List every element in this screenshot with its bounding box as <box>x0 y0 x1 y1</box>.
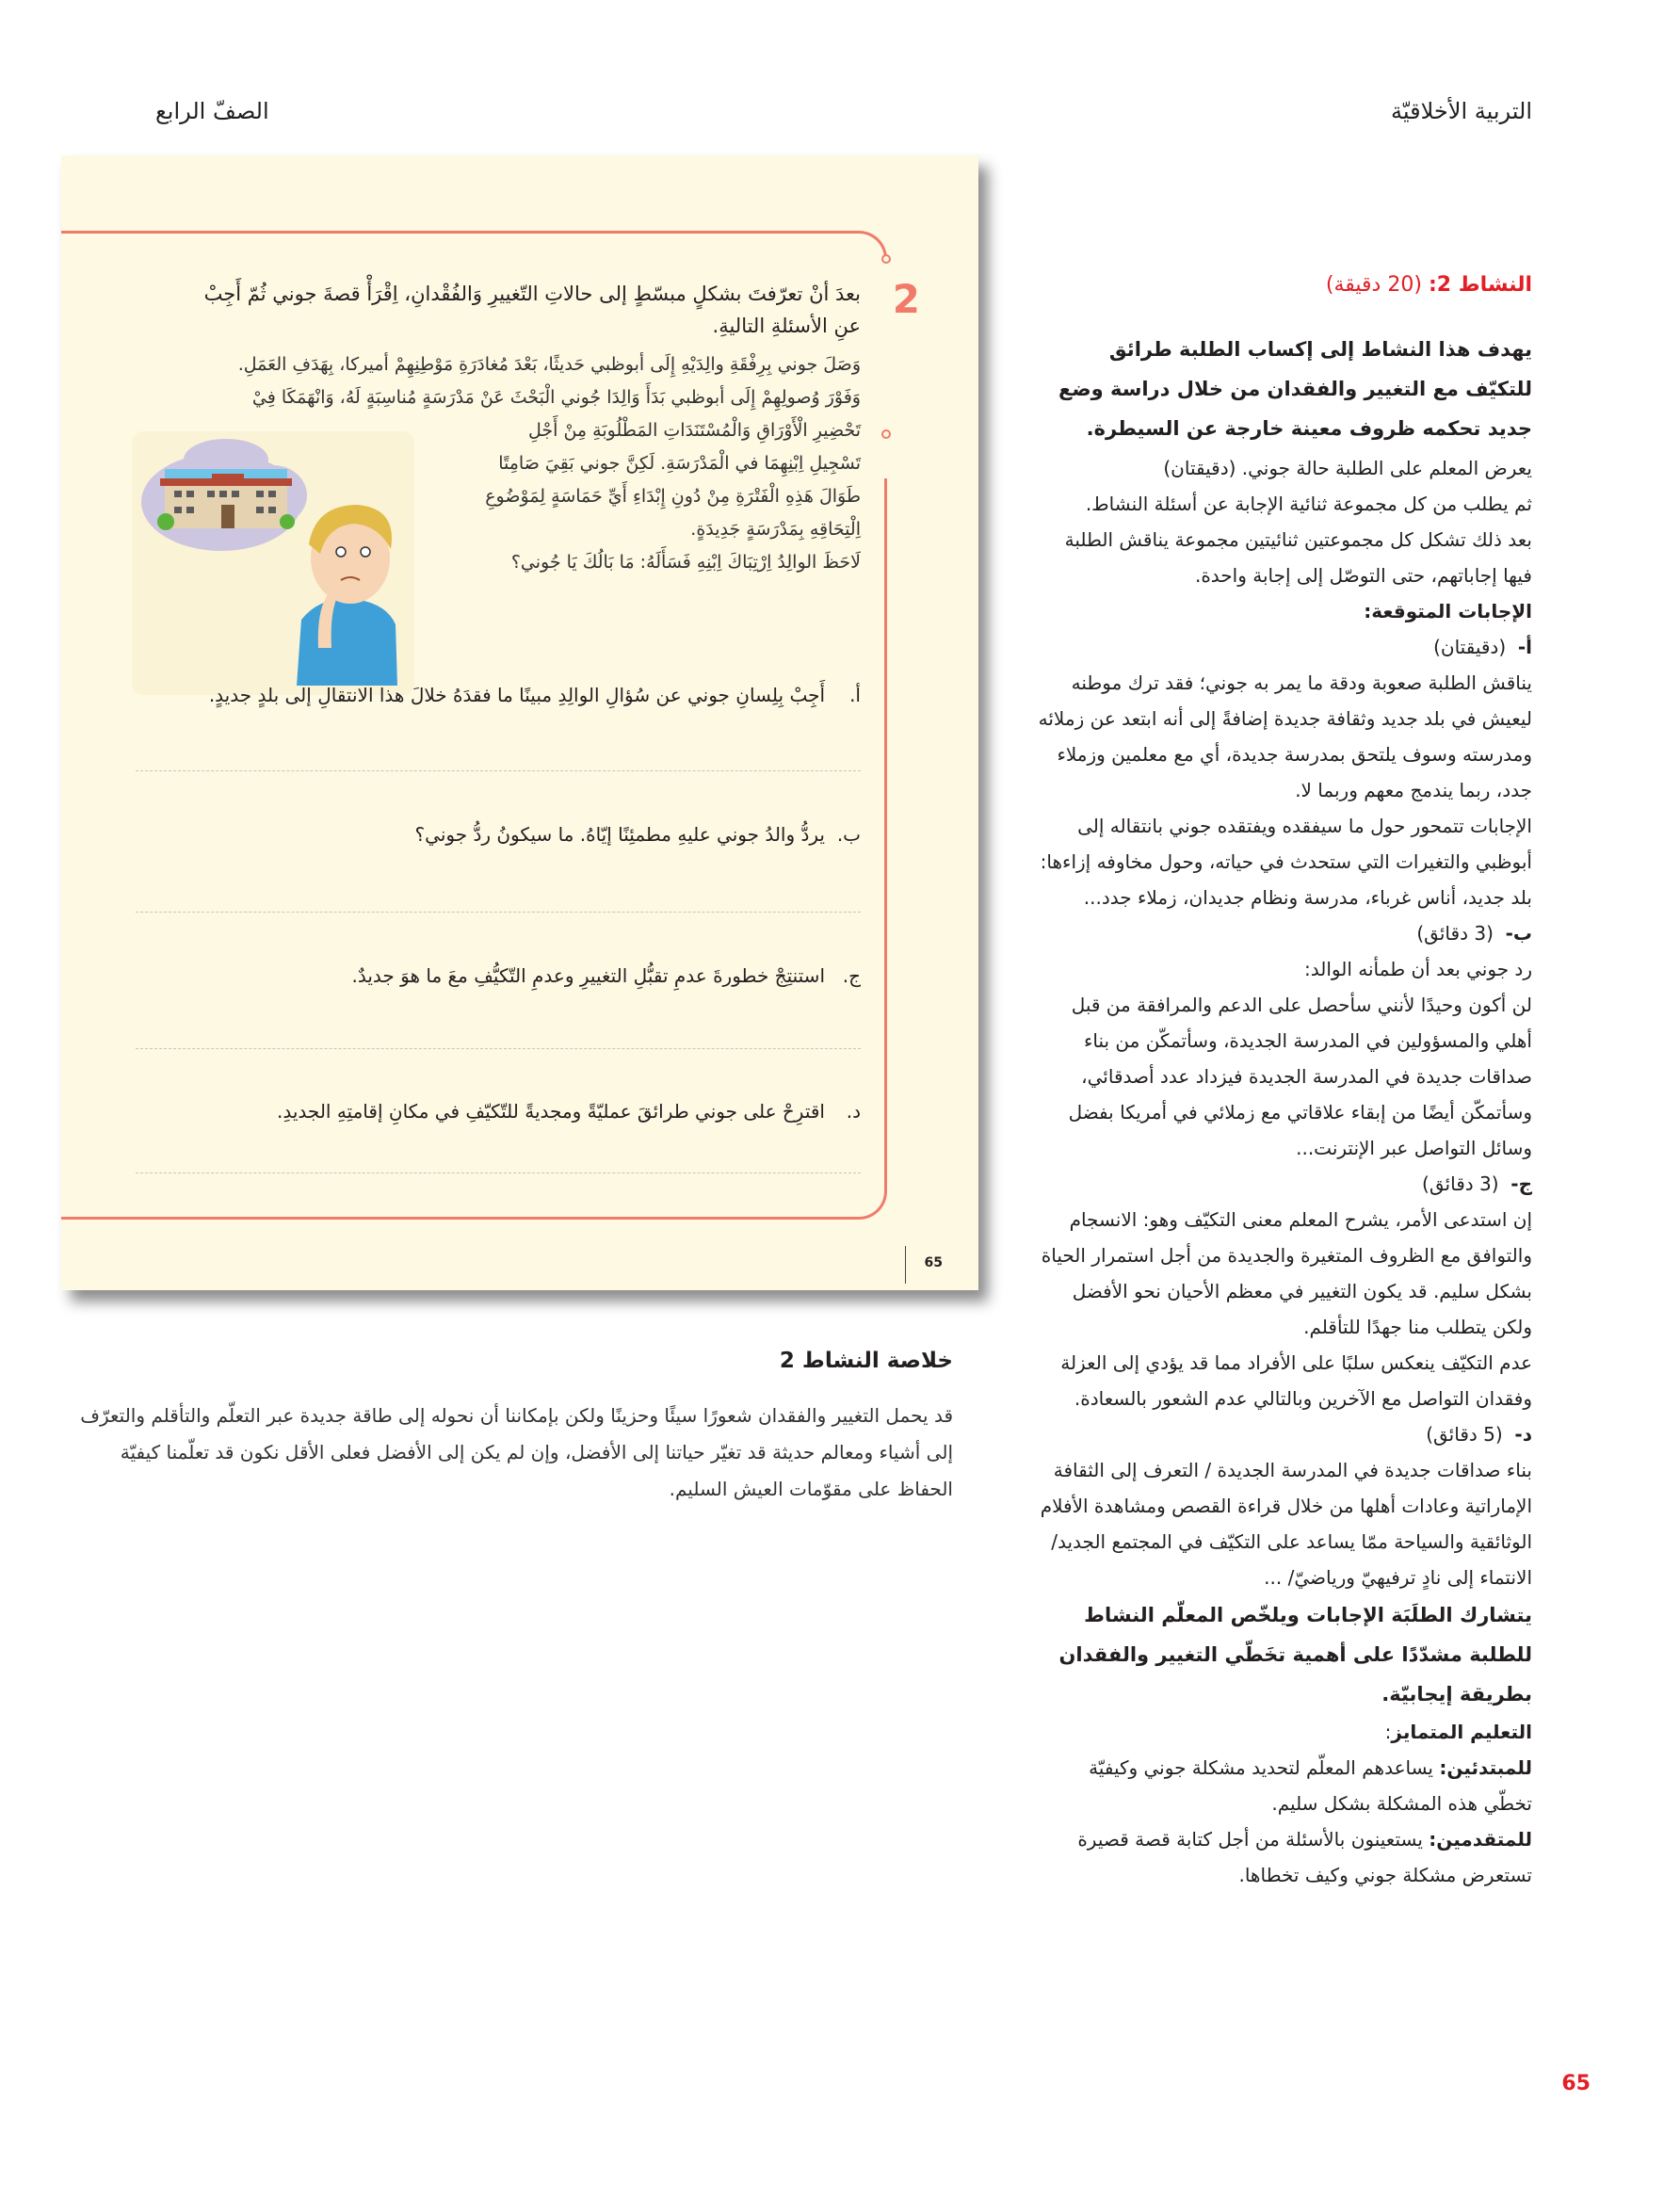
activity-duration: (20 دقيقة) <box>1325 273 1422 297</box>
answer-paragraph: عدم التكيّف ينعكس سلبًا على الأفراد مما قد يؤدي إلى العزلة وفقدان التواصل مع الآخرين وبالتالي عدم الشعور بالسعادة. <box>1060 1351 1532 1410</box>
procedure-step: بعد ذلك تشكل كل مجموعتين ثنائيتين مجموعة يناقش الطلبة فيها إجاباتهم، حتى التوصّل إلى إجابة واحدة. <box>1064 528 1532 587</box>
differentiated-title: التعليم المتمايز: <box>1384 1721 1532 1743</box>
story-line: وَفَوْرَ وُصولِهِمْ إِلَى أبوظبي بَدَأَ وَالِدَا جُوني الْبَحْثَ عَنْ مَدْرَسَةٍ مُناسِبَةٍ لَهُ، وَانْهَمَكَا فِيْ <box>251 387 861 408</box>
student-book-page <box>61 155 978 1290</box>
expected-answers-title: الإجابات المتوقعة: <box>1364 600 1532 623</box>
page-number: 65 <box>1561 2072 1591 2095</box>
question-text: اقترِحْ على جوني طرائقَ عمليّةً ومجديةً للتّكيّفِ في مكانِ إقامتِهِ الجديدِ. <box>277 1100 825 1123</box>
activity-goal: يهدف هذا النشاط إلى إكساب الطلبة طرائق للتكيّف مع التغيير والفقدان من خلال دراسة وضع جديد تحكمه ظروف معينة خارجة عن السيطرة. <box>1058 338 1532 440</box>
advanced-note: للمتقدمين: يستعينون بالأسئلة من أجل كتابة قصة قصيرة تستعرض مشكلة جوني وكيف تخطاها. <box>1077 1828 1532 1886</box>
activity-intro: بعدَ أنْ تعرّفتَ بشكلٍ مبسّطٍ إلى حالاتِ التّغييرِ وَالفُقْدانِ، اِقْرَأْ قصةَ جوني ثُمّ أَجِبْ عنِ الأسئلةِ التاليةِ. <box>203 283 861 337</box>
story-line: تَحْضِيرِ الْأَوْرَاقِ وَالْمُسْتَنَدَاتِ المَطْلُوبَةِ مِنْ أَجْلِ <box>528 420 861 441</box>
question-a <box>126 681 861 709</box>
answer-line[interactable] <box>136 770 861 771</box>
question-d <box>126 1097 861 1125</box>
subject-title: التربية الأخلاقيّة <box>1391 98 1532 124</box>
teacher-notes-body <box>1038 450 1532 1893</box>
question-label: أ. <box>849 684 861 706</box>
story-line: وَصَلَ جوني بِرِفْقَةِ والِدَيْهِ إِلَى أبوظبي حَديثًا، بَعْدَ مُغادَرَةِ مَوْطِنِهِمْ أميركا، بِهَدَفِ العَمَلِ. <box>237 354 861 375</box>
frame-dot-icon <box>881 429 891 439</box>
activity-title <box>1038 273 1532 297</box>
answer-label: ج- <box>1510 1172 1532 1195</box>
wrap-up: يتشارك الطلَبَة الإجابات ويلخّص المعلّم النشاط للطلبة مشدّدًا على أهمية تخَطّي التغيير والفقدان بطريقة إيجابيّة. <box>1058 1604 1532 1706</box>
answer-line[interactable] <box>136 1048 861 1049</box>
answer-line[interactable] <box>136 912 861 913</box>
answer-paragraph: الإجابات تتمحور حول ما سيفقده ويفتقده جوني بانتقاله إلى أبوظبي والتغيرات التي ستحدث في حياته، وحول مخاوفه إزاءها: بلد جديد، أناس غرباء، مدرسة ونظام جديدان، زملاء جدد... <box>1040 815 1532 909</box>
answer-paragraph: لن أكون وحيدًا لأنني سأحصل على الدعم والمرافقة من قبل أهلي والمسؤولين في المدرسة الجديدة، وسأتمكّن من بناء صداقات جديدة في المدرسة الجديدة فيزداد عدد أصدقائي، وسأتمكّن أيضًا من إبقاء علاقاتي مع زملائي في أمريكا بفضل وسائل التواصل عبر الإنترنت... <box>1068 994 1532 1159</box>
grade-title: الصفّ الرابع <box>155 98 269 124</box>
activity-number: 2 <box>892 276 920 322</box>
question-label: د. <box>846 1100 861 1123</box>
answer-label: د- <box>1514 1423 1532 1446</box>
boy-thinking-illustration <box>132 431 414 695</box>
question-c <box>126 962 861 990</box>
answer-duration: (3 دقائق) <box>1416 922 1494 945</box>
answer-paragraph: إن استدعى الأمر، يشرح المعلم معنى التكيّف وهو: الانسجام والتوافق مع الظروف المتغيرة والجديدة من أجل استمرار الحياة بشكل سليم. قد يكون التغيير في معظم الأحيان نحو الأفضل ولكن يتطلب منا جهدًا للتأقلم. <box>1041 1208 1532 1338</box>
page-number-divider <box>905 1246 906 1284</box>
frame-dot-icon <box>881 254 891 264</box>
beginners-label: للمبتدئين: <box>1439 1756 1532 1779</box>
answer-d-header <box>1038 1416 1532 1452</box>
school-building-icon <box>157 469 295 530</box>
story-line: تَسْجِيلِ اِبْنِهِمَا في الْمَدْرَسَةِ. لَكِنَّ جوني بَقِيَ صَامِتًا <box>498 453 861 474</box>
answer-duration: (5 دقائق) <box>1426 1423 1503 1446</box>
summary-body: قد يحمل التغيير والفقدان شعورًا سيئًا وحزينًا ولكن بإمكاننا أن نحوله إلى طاقة جديدة عبر التعلّم والتأقلم والتعرّف إلى أشياء ومعالم حديثة قد تغيّر حياتنا إلى الأفضل، وإن لم يكن إلى الأفضل فعلى الأقل نكون قد تعلّمنا كيفيّة الحفاظ على مقوّمات العيش السليم. <box>80 1404 953 1500</box>
summary-title: خلاصة النشاط 2 <box>779 1349 953 1373</box>
question-b <box>126 820 861 849</box>
story-line: طَوَالَ هَذِهِ الْفَتْرَةِ مِنْ دُونِ إِبْدَاءِ أَيِّ حَمَاسَةٍ لِمَوْضُوعِ <box>485 486 861 507</box>
answer-duration: (دقيقتان) <box>1433 636 1507 658</box>
answer-paragraph: رد جوني بعد أن طمأنه الوالد: <box>1304 958 1532 980</box>
advanced-label: للمتقدمين: <box>1429 1828 1532 1851</box>
answer-line[interactable] <box>136 1172 861 1173</box>
beginners-note: للمبتدئين: يساعدهم المعلّم لتحديد مشكلة جوني وكيفيّة تخطّي هذه المشكلة بشكل سليم. <box>1089 1756 1532 1815</box>
question-text: استنتِجْ خطورةَ عدمِ تقبُّلِ التغييرِ وعدمِ التّكيُّفِ معَ ما هوَ جديدٌ. <box>351 964 825 987</box>
question-text: يردُّ والدُ جوني عليهِ مطمئِنًا إيّاهُ. ما سيكونُ ردُّ جوني؟ <box>414 823 825 846</box>
story-line: لَاحَظَ الوالِدُ اِرْتِبَاكَ اِبْنِهِ فَسَأَلَهُ: مَا بَالُكَ يَا جُوني؟ <box>510 552 861 573</box>
answer-a-header <box>1038 629 1532 665</box>
question-label: ج. <box>842 964 861 987</box>
answer-duration: (3 دقائق) <box>1422 1172 1499 1195</box>
activity-title-label: النشاط 2: <box>1428 273 1532 297</box>
procedure-step: ثم يطلب من كل مجموعة ثنائية الإجابة عن أسئلة النشاط. <box>1085 493 1532 515</box>
question-label: ب. <box>836 823 861 846</box>
answer-b-header <box>1038 915 1532 951</box>
story-line: اِلْتِحَاقِهِ بِمَدْرَسَةٍ جَدِيدَةٍ. <box>690 519 861 540</box>
answer-label: ب- <box>1505 922 1532 945</box>
answer-paragraph: يناقش الطلبة صعوبة ودقة ما يمر به جوني؛ فقد ترك موطنه ليعيش في بلد جديد وثقافة جديدة إضافةً إلى أنه ابتعد عن زملائه ومدرسته وسوف يلتحق بمدرسة جديدة، أي مع معلمين وزملاء جدد، ربما يندمج معهم وربما لا. <box>1038 671 1532 801</box>
answer-c-header <box>1038 1166 1532 1202</box>
procedure-step: يعرض المعلم على الطلبة حالة جوني. (دقيقتان) <box>1163 457 1532 479</box>
question-text: أَجِبْ بِلِسانِ جوني عن سُؤالِ الوالِدِ مبينًا ما فقدَهُ خلالَ هذا الانتقالِ إلى بلدٍ جديدٍ. <box>208 684 825 706</box>
answer-paragraph: بناء صداقات جديدة في المدرسة الجديدة / التعرف إلى الثقافة الإماراتية وعادات أهلها من خلال قراءة القصص ومشاهدة الأفلام الوثائقية والسياحة ممّا يساعد على التكيّف في المجتمع الجديد/ الانتماء إلى نادٍ ترفيهيّ ورياضيّ/ ... <box>1040 1459 1532 1589</box>
student-page-number: 65 <box>924 1255 943 1270</box>
answer-label: أ- <box>1517 636 1532 658</box>
